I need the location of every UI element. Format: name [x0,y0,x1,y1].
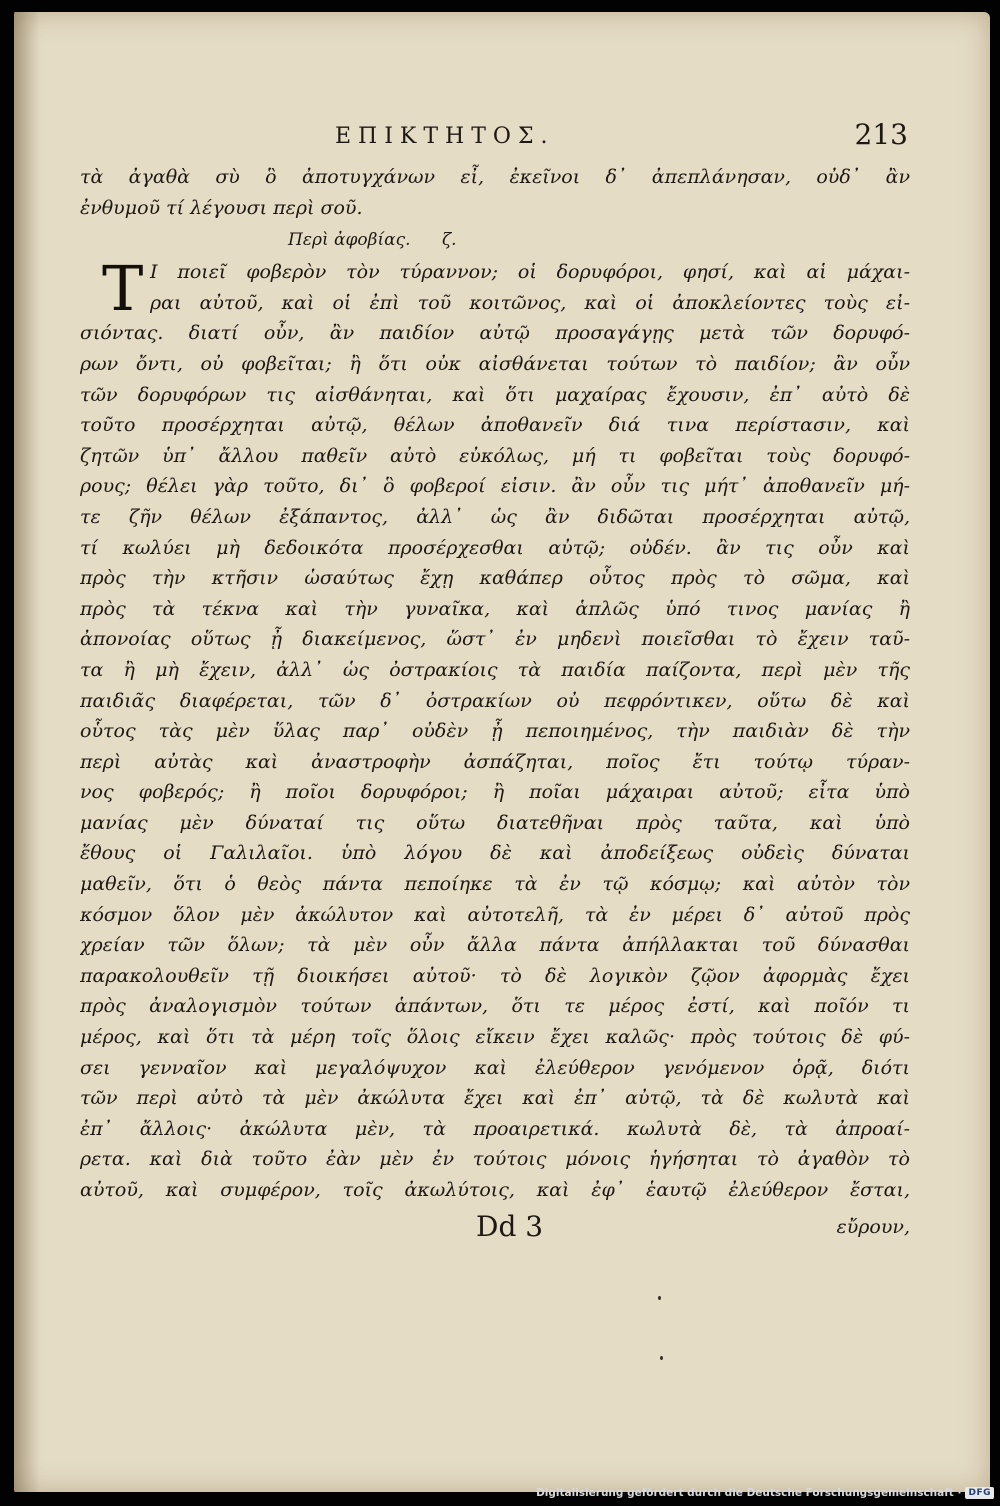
text-line: πρὸς τὰ τέκνα καὶ τὴν γυναῖκα, καὶ ἁπλῶς ὑπό τινος μανίας ἢ [80,597,910,620]
text-line: τα ἢ μὴ ἔχειν, ἀλλ᾽ ὡς ὀστρακίοις τὰ παιδία παίζοντα, περὶ μὲν τῆς [80,658,910,681]
page-header [80,118,908,164]
text-line: τὰ ἀγαθὰ σὺ ὃ ἀποτυγχάνων εἶ, ἐκεῖνοι δ᾽ ἀπεπλάνησαν, οὐδ᾽ ἂν [80,166,910,188]
text-line: τε ζῆν θέλων ἐξάπαντος, ἀλλ᾽ ὡς ἂν διδῶται προσέρχηται αὐτῷ, [80,505,910,528]
text-line: μαθεῖν, ὅτι ὁ θεὸς πάντα πεποίηκε τὰ ἐν τῷ κόσμῳ; καὶ αὐτὸν τὸν [80,873,910,896]
signature-mark: Dd 3 [476,1210,544,1243]
book-page [14,12,990,1492]
drop-cap-initial: Τ [102,252,144,326]
text-line: ρους; θέλει γὰρ τοῦτο, δι᾽ ὃ φοβεροί εἰσιν. ἂν οὖν τις μήτ᾽ ἀποθανεῖν μή- [80,475,910,498]
text-line: πρὸς τὴν κτῆσιν ὡσαύτως ἔχῃ καθάπερ οὗτος πρὸς τὸ σῶμα, καὶ [80,567,910,590]
text-line: τῶν δορυφόρων τις αἰσθάνηται, καὶ ὅτι μαχαίρας ἔχουσιν, ἐπ᾽ αὐτὸ δὲ [80,383,910,406]
text-line: ἀπονοίας οὕτως ᾖ διακείμενος, ὥστ᾽ ἐν μηδενὶ ποιεῖσθαι τὸ ἔχειν ταῦ- [80,628,910,651]
text-line: τί κωλύει μὴ δεδοικότα προσέρχεσθαι αὐτῷ; οὐδέν. ἂν τις οὖν καὶ [80,536,910,559]
text-line: οὗτος τὰς μὲν ὕλας παρ᾽ οὐδὲν ᾖ πεποιημένος, τὴν παιδιὰν δὲ τὴν [80,720,910,743]
text-line: τῶν περὶ αὐτὸ τὰ μὲν ἀκώλυτα ἔχει καὶ ἐπ᾽ αὐτῷ, τὰ δὲ κωλυτὰ καὶ [80,1087,910,1110]
page-number: 213 [854,118,908,151]
text-block [80,162,910,1206]
text-line: χρείαν τῶν ὅλων; τὰ μὲν οὖν ἄλλα πάντα ἀπήλλακται τοῦ δύνασθαι [80,934,910,957]
text-line: σει γενναῖον καὶ μεγαλόψυχον καὶ ἐλεύθερον γενόμενον ὁρᾷ, διότι [80,1056,910,1079]
text-line: περὶ αὐτὰς καὶ ἀναστροφὴν ἀσπάζηται, ποῖος ἔτι τούτῳ τύραν- [80,750,910,773]
text-line: ρετα. καὶ διὰ τοῦτο ἐὰν μὲν ἐν τούτοις μόνοις ἡγήσηται τὸ ἀγαθὸν τὸ [80,1148,910,1171]
running-title: ΕΠΙΚΤΗΤΟΣ. [335,124,555,149]
page-footer [80,1210,910,1250]
dfg-watermark-text: Digitalisierung gefördert durch die Deutsche Forschungsgemeinschaft · [536,1487,962,1499]
text-line: μέρος, καὶ ὅτι τὰ μέρη τοῖς ὅλοις εἴκειν ἔχει καλῶς· πρὸς τούτοις δὲ φύ- [80,1026,910,1049]
dfg-watermark [536,1484,994,1502]
chapter-body [80,252,910,1205]
chapter-heading [80,223,910,257]
text-line: Ι ποιεῖ φοβερὸν τὸν τύραννον; οἱ δορυφόροι, φησί, καὶ αἱ μάχαι- [150,261,910,284]
text-line: παρακολουθεῖν τῇ διοικήσει αὐτοῦ· τὸ δὲ λογικὸν ζῷον ἀφορμὰς ἔχει [80,964,910,987]
chapter-title: Περὶ ἀφοβίας. [288,230,411,251]
text-line: πρὸς ἀναλογισμὸν τούτων ἁπάντων, ὅτι τε μέρος ἐστί, καὶ ποῖόν τι [80,995,910,1018]
text-line: κόσμον ὅλον μὲν ἀκώλυτον καὶ αὐτοτελῆ, τὰ ἐν μέρει δ᾽ αὐτοῦ πρὸς [80,903,910,926]
paper-speck [660,1356,663,1360]
dfg-logo-icon: DFG [965,1487,994,1499]
text-line: σιόντας. διατί οὖν, ἂν παιδίον αὐτῷ προσαγάγῃς μετὰ τῶν δορυφό- [80,322,910,345]
text-line: ἐπ᾽ ἄλλοις· ἀκώλυτα μὲν, τὰ προαιρετικά. κωλυτὰ δὲ, τὰ ἀπροαί- [80,1117,910,1140]
text-line: αὐτοῦ, καὶ συμφέρον, τοῖς ἀκωλύτοις, καὶ ἐφ᾽ ἑαυτῷ ἐλεύθερον ἔσται, [80,1179,910,1201]
text-line: μανίας μὲν δύναταί τις οὕτω διατεθῆναι πρὸς ταῦτα, καὶ ὑπὸ [80,811,910,834]
catchword: εὔρουν, [836,1216,910,1238]
text-line: ρων ὄντι, οὐ φοβεῖται; ἢ ὅτι οὐκ αἰσθάνεται τούτων τὸ παιδίον; ἂν οὖν [80,352,910,375]
text-line: τοῦτο προσέρχηται αὐτῷ, θέλων ἀποθανεῖν διά τινα περίστασιν, καὶ [80,414,910,437]
text-line: ἔθους οἱ Γαλιλαῖοι. ὑπὸ λόγου δὲ καὶ ἀποδείξεως οὐδεὶς δύναται [80,842,910,865]
text-line: ραι αὐτοῦ, καὶ οἱ ἐπὶ τοῦ κοιτῶνος, καὶ οἱ ἀποκλείοντες τοὺς εἰ- [150,291,910,314]
text-line: νος φοβερός; ἢ ποῖοι δορυφόροι; ἢ ποῖαι μάχαιραι αὐτοῦ; εἶτα ὑπὸ [80,781,910,804]
text-line: ἐνθυμοῦ τί λέγουσι περὶ σοῦ. [80,196,363,219]
paper-speck [658,1296,661,1300]
text-line: παιδιᾶς διαφέρεται, τῶν δ᾽ ὀστρακίων οὐ πεφρόντικεν, οὕτω δὲ καὶ [80,689,910,712]
chapter-number: ζ. [441,230,457,251]
text-line: ζητῶν ὑπ᾽ ἄλλου παθεῖν αὐτὸ εὐκόλως, μή τι φοβεῖται τοὺς δορυφό- [80,444,910,467]
